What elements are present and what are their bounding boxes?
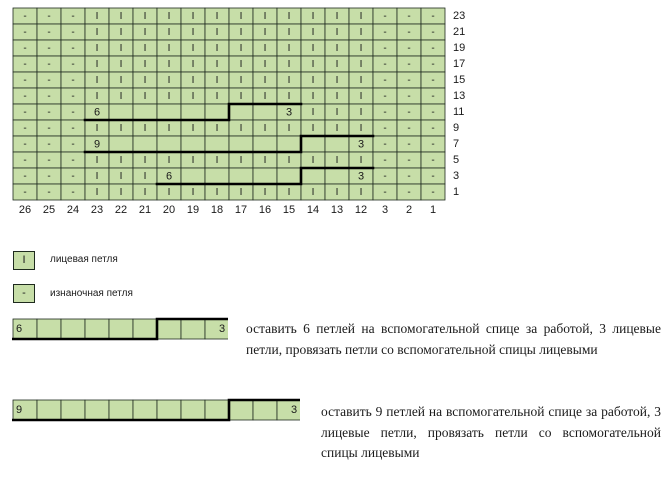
- stitch-symbol: -: [71, 59, 75, 70]
- stitch-cell: [277, 136, 301, 152]
- stitch-symbol: I: [143, 75, 147, 86]
- stitch-symbol: -: [23, 187, 27, 198]
- cable-cell: [61, 319, 85, 339]
- stitch-symbol: I: [263, 43, 267, 54]
- stitch-symbol: I: [263, 11, 267, 22]
- stitch-symbol: -: [23, 171, 27, 182]
- row-number: 23: [453, 10, 466, 22]
- stitch-cell: [157, 104, 181, 120]
- stitch-symbol: I: [191, 59, 195, 70]
- stitch-symbol: -: [23, 139, 27, 150]
- cable-count: 6: [15, 323, 23, 335]
- column-number: 22: [114, 204, 128, 216]
- cable-9-description: оставить 9 петлей на вспомогательной спице за работой, 3 лицевые петли, провязать петли со вспомогательной спицы лицевыми: [321, 404, 661, 460]
- cable-cell: [85, 400, 109, 420]
- stitch-symbol: I: [191, 187, 195, 198]
- column-number: 19: [186, 204, 200, 216]
- cable-cell: [37, 319, 61, 339]
- stitch-symbol: I: [95, 123, 99, 134]
- cable-cell: [253, 400, 277, 420]
- stitch-cell: [229, 168, 253, 184]
- row-number: 7: [453, 138, 460, 150]
- stitch-symbol: I: [335, 123, 339, 134]
- stitch-symbol: I: [287, 59, 291, 70]
- stitch-symbol: -: [431, 107, 435, 118]
- stitch-symbol: I: [359, 75, 363, 86]
- stitch-symbol: I: [335, 187, 339, 198]
- stitch-symbol: -: [407, 139, 411, 150]
- stitch-symbol: I: [143, 59, 147, 70]
- stitch-symbol: I: [359, 27, 363, 38]
- stitch-symbol: I: [119, 171, 123, 182]
- stitch-cell: [205, 168, 229, 184]
- stitch-symbol: I: [335, 91, 339, 102]
- stitch-cell: [133, 104, 157, 120]
- cable-count: 6: [165, 170, 173, 183]
- stitch-cell: [301, 168, 325, 184]
- stitch-symbol: -: [407, 107, 411, 118]
- cable-cell: [109, 319, 133, 339]
- stitch-cell: [301, 136, 325, 152]
- stitch-symbol: I: [215, 11, 219, 22]
- stitch-symbol: -: [383, 107, 387, 118]
- stitch-cell: [109, 104, 133, 120]
- stitch-symbol: I: [239, 27, 243, 38]
- cable-count: 3: [357, 138, 365, 151]
- stitch-symbol: I: [239, 187, 243, 198]
- stitch-symbol: I: [167, 27, 171, 38]
- column-number: 12: [354, 204, 368, 216]
- stitch-symbol: -: [383, 139, 387, 150]
- knitting-chart: [0, 0, 670, 240]
- stitch-symbol: I: [191, 27, 195, 38]
- stitch-symbol: I: [119, 187, 123, 198]
- stitch-symbol: I: [359, 43, 363, 54]
- stitch-symbol: -: [47, 11, 51, 22]
- knit-legend-label: лицевая петля: [50, 254, 118, 265]
- stitch-symbol: I: [143, 123, 147, 134]
- stitch-symbol: -: [47, 27, 51, 38]
- stitch-symbol: I: [215, 155, 219, 166]
- stitch-symbol: -: [407, 187, 411, 198]
- stitch-symbol: I: [359, 91, 363, 102]
- stitch-symbol: I: [335, 59, 339, 70]
- stitch-cell: [325, 136, 349, 152]
- stitch-symbol: -: [407, 11, 411, 22]
- stitch-symbol: I: [335, 75, 339, 86]
- stitch-cell: [133, 136, 157, 152]
- stitch-symbol: I: [263, 123, 267, 134]
- purl-legend-label: изнаночная петля: [50, 288, 133, 299]
- stitch-symbol: I: [239, 43, 243, 54]
- column-number: 26: [18, 204, 32, 216]
- stitch-cell: [229, 136, 253, 152]
- column-number: 21: [138, 204, 152, 216]
- stitch-symbol: I: [335, 107, 339, 118]
- stitch-symbol: I: [239, 123, 243, 134]
- stitch-cell: [253, 136, 277, 152]
- stitch-symbol: I: [143, 187, 147, 198]
- stitch-symbol: -: [47, 59, 51, 70]
- stitch-symbol: -: [431, 59, 435, 70]
- column-number: 23: [90, 204, 104, 216]
- stitch-symbol: -: [71, 139, 75, 150]
- cable-cell: [85, 319, 109, 339]
- stitch-symbol: -: [407, 171, 411, 182]
- stitch-symbol: I: [335, 27, 339, 38]
- cable-cell: [61, 400, 85, 420]
- stitch-symbol: I: [119, 43, 123, 54]
- stitch-symbol: I: [311, 107, 315, 118]
- stitch-symbol: -: [431, 27, 435, 38]
- stitch-symbol: -: [71, 75, 75, 86]
- cable-count: 3: [290, 404, 298, 416]
- stitch-cell: [253, 104, 277, 120]
- stitch-symbol: I: [311, 123, 315, 134]
- stitch-symbol: I: [239, 11, 243, 22]
- cable-count: 9: [93, 138, 101, 151]
- stitch-symbol: I: [143, 43, 147, 54]
- stitch-symbol: I: [191, 75, 195, 86]
- stitch-symbol: -: [23, 107, 27, 118]
- row-number: 21: [453, 26, 466, 38]
- stitch-symbol: I: [287, 123, 291, 134]
- stitch-symbol: -: [407, 155, 411, 166]
- stitch-symbol: I: [191, 123, 195, 134]
- stitch-symbol: -: [23, 91, 27, 102]
- stitch-symbol: -: [431, 11, 435, 22]
- stitch-symbol: I: [119, 155, 123, 166]
- stitch-symbol: -: [47, 107, 51, 118]
- stitch-symbol: I: [311, 155, 315, 166]
- column-number: 25: [42, 204, 56, 216]
- stitch-symbol: I: [215, 91, 219, 102]
- cable-count: 3: [218, 323, 226, 335]
- stitch-symbol: I: [191, 11, 195, 22]
- stitch-symbol: -: [23, 11, 27, 22]
- column-number: 16: [258, 204, 272, 216]
- stitch-cell: [157, 136, 181, 152]
- column-number: 13: [330, 204, 344, 216]
- stitch-symbol: I: [191, 43, 195, 54]
- stitch-symbol: I: [359, 155, 363, 166]
- stitch-symbol: I: [263, 75, 267, 86]
- stitch-symbol: -: [431, 187, 435, 198]
- stitch-symbol: I: [167, 187, 171, 198]
- row-number: 15: [453, 74, 466, 86]
- stitch-symbol: I: [119, 27, 123, 38]
- stitch-symbol: -: [383, 91, 387, 102]
- stitch-symbol: I: [287, 43, 291, 54]
- cable-cell: [205, 400, 229, 420]
- cable-count: 6: [93, 106, 101, 119]
- stitch-symbol: -: [71, 187, 75, 198]
- stitch-symbol: -: [47, 139, 51, 150]
- stitch-symbol: I: [119, 11, 123, 22]
- stitch-symbol: -: [71, 171, 75, 182]
- stitch-symbol: -: [383, 43, 387, 54]
- stitch-symbol: I: [167, 43, 171, 54]
- column-number: 2: [405, 204, 413, 216]
- stitch-symbol: -: [47, 123, 51, 134]
- stitch-symbol: I: [191, 91, 195, 102]
- stitch-symbol: I: [215, 27, 219, 38]
- stitch-symbol: -: [71, 123, 75, 134]
- stitch-symbol: I: [359, 123, 363, 134]
- row-number: 19: [453, 42, 466, 54]
- stitch-symbol: I: [95, 11, 99, 22]
- stitch-symbol: I: [287, 155, 291, 166]
- stitch-symbol: I: [119, 59, 123, 70]
- stitch-cell: [253, 168, 277, 184]
- column-number: 18: [210, 204, 224, 216]
- stitch-symbol: -: [383, 171, 387, 182]
- row-number: 5: [453, 154, 460, 166]
- stitch-symbol: I: [191, 155, 195, 166]
- stitch-symbol: I: [95, 187, 99, 198]
- stitch-symbol: I: [359, 187, 363, 198]
- stitch-symbol: I: [95, 155, 99, 166]
- stitch-symbol: I: [167, 59, 171, 70]
- stitch-symbol: I: [311, 27, 315, 38]
- stitch-symbol: -: [431, 123, 435, 134]
- stitch-symbol: -: [47, 75, 51, 86]
- cable-cell: [229, 400, 253, 420]
- stitch-symbol: -: [23, 155, 27, 166]
- stitch-symbol: I: [239, 91, 243, 102]
- row-number: 3: [453, 170, 460, 182]
- stitch-cell: [205, 136, 229, 152]
- stitch-symbol: I: [359, 59, 363, 70]
- stitch-symbol: I: [215, 123, 219, 134]
- stitch-symbol: I: [239, 155, 243, 166]
- stitch-symbol: -: [383, 187, 387, 198]
- stitch-symbol: I: [311, 11, 315, 22]
- stitch-symbol: -: [23, 123, 27, 134]
- stitch-cell: [277, 168, 301, 184]
- stitch-symbol: -: [407, 27, 411, 38]
- stitch-symbol: I: [311, 43, 315, 54]
- stitch-symbol: I: [287, 75, 291, 86]
- stitch-symbol: I: [311, 91, 315, 102]
- stitch-symbol: -: [407, 43, 411, 54]
- stitch-symbol: -: [383, 27, 387, 38]
- stitch-symbol: I: [119, 91, 123, 102]
- stitch-cell: [181, 168, 205, 184]
- stitch-symbol: I: [335, 11, 339, 22]
- stitch-symbol: I: [167, 11, 171, 22]
- stitch-cell: [181, 104, 205, 120]
- stitch-symbol: -: [407, 59, 411, 70]
- stitch-symbol: I: [119, 123, 123, 134]
- column-number: 20: [162, 204, 176, 216]
- cable-cell: [157, 400, 181, 420]
- stitch-cell: [325, 168, 349, 184]
- stitch-symbol: -: [47, 43, 51, 54]
- stitch-symbol: I: [167, 123, 171, 134]
- stitch-symbol: -: [47, 171, 51, 182]
- stitch-symbol: -: [407, 91, 411, 102]
- row-number: 11: [453, 106, 465, 118]
- stitch-symbol: I: [143, 171, 147, 182]
- stitch-symbol: -: [23, 27, 27, 38]
- stitch-symbol: I: [263, 155, 267, 166]
- stitch-symbol: I: [167, 155, 171, 166]
- column-number: 24: [66, 204, 80, 216]
- column-number: 1: [429, 204, 437, 216]
- stitch-symbol: -: [383, 155, 387, 166]
- column-number: 17: [234, 204, 248, 216]
- stitch-symbol: I: [143, 155, 147, 166]
- stitch-symbol: I: [263, 91, 267, 102]
- stitch-symbol: -: [383, 123, 387, 134]
- stitch-symbol: I: [287, 27, 291, 38]
- stitch-symbol: I: [335, 43, 339, 54]
- stitch-symbol: I: [95, 91, 99, 102]
- stitch-symbol: I: [287, 11, 291, 22]
- stitch-symbol: -: [431, 75, 435, 86]
- stitch-symbol: I: [311, 187, 315, 198]
- stitch-symbol: I: [215, 187, 219, 198]
- stitch-symbol: -: [407, 75, 411, 86]
- stitch-symbol: I: [143, 11, 147, 22]
- cable-count: 9: [15, 404, 23, 416]
- stitch-symbol: -: [71, 43, 75, 54]
- column-number: 3: [381, 204, 389, 216]
- row-number: 1: [453, 186, 460, 198]
- stitch-cell: [181, 136, 205, 152]
- column-number: 15: [282, 204, 296, 216]
- row-number: 13: [453, 90, 466, 102]
- cable-6-symbol: [12, 316, 228, 342]
- stitch-symbol: I: [167, 91, 171, 102]
- stitch-symbol: -: [431, 155, 435, 166]
- stitch-symbol: -: [71, 27, 75, 38]
- stitch-symbol: -: [23, 75, 27, 86]
- stitch-symbol: -: [71, 107, 75, 118]
- stitch-symbol: I: [335, 155, 339, 166]
- stitch-symbol: I: [311, 59, 315, 70]
- cable-9-symbol: [12, 397, 300, 423]
- stitch-symbol: -: [431, 139, 435, 150]
- cable-cell: [181, 319, 205, 339]
- cable-6-description: оставить 6 петлей на вспомогательной спице за работой, 3 лицевые петли, провязать петли со вспомогательной спицы лицевыми: [246, 321, 661, 357]
- stitch-cell: [205, 104, 229, 120]
- stitch-symbol: I: [95, 171, 99, 182]
- stitch-symbol: I: [239, 75, 243, 86]
- stitch-symbol: I: [95, 27, 99, 38]
- stitch-symbol: -: [47, 91, 51, 102]
- cable-cell: [133, 319, 157, 339]
- cable-count: 3: [357, 170, 365, 183]
- stitch-symbol: -: [71, 155, 75, 166]
- stitch-symbol: I: [311, 75, 315, 86]
- stitch-symbol: I: [143, 91, 147, 102]
- stitch-symbol: I: [95, 59, 99, 70]
- row-number: 17: [453, 58, 466, 70]
- stitch-symbol: I: [287, 187, 291, 198]
- cable-count: 3: [285, 106, 293, 119]
- stitch-symbol: I: [215, 43, 219, 54]
- stitch-symbol: I: [119, 75, 123, 86]
- stitch-symbol: -: [431, 43, 435, 54]
- purl-legend-swatch: -: [13, 284, 35, 303]
- stitch-symbol: -: [431, 171, 435, 182]
- stitch-symbol: I: [359, 107, 363, 118]
- stitch-symbol: I: [239, 59, 243, 70]
- stitch-cell: [109, 136, 133, 152]
- stitch-symbol: I: [215, 75, 219, 86]
- stitch-symbol: I: [95, 75, 99, 86]
- stitch-symbol: I: [167, 75, 171, 86]
- stitch-symbol: I: [263, 59, 267, 70]
- stitch-symbol: I: [95, 43, 99, 54]
- stitch-symbol: I: [263, 187, 267, 198]
- cable-cell: [181, 400, 205, 420]
- cable-cell: [109, 400, 133, 420]
- stitch-symbol: -: [431, 91, 435, 102]
- stitch-symbol: -: [47, 187, 51, 198]
- stitch-symbol: -: [23, 59, 27, 70]
- stitch-symbol: I: [215, 59, 219, 70]
- stitch-symbol: -: [23, 43, 27, 54]
- cable-cell: [157, 319, 181, 339]
- stitch-symbol: I: [287, 91, 291, 102]
- stitch-symbol: -: [383, 75, 387, 86]
- cable-cell: [133, 400, 157, 420]
- stitch-symbol: -: [71, 91, 75, 102]
- stitch-symbol: -: [47, 155, 51, 166]
- stitch-symbol: I: [359, 11, 363, 22]
- stitch-symbol: -: [383, 59, 387, 70]
- column-number: 14: [306, 204, 320, 216]
- stitch-cell: [229, 104, 253, 120]
- stitch-symbol: -: [71, 11, 75, 22]
- stitch-symbol: -: [407, 123, 411, 134]
- stitch-symbol: I: [263, 27, 267, 38]
- knit-legend-swatch: I: [13, 251, 35, 270]
- cable-cell: [37, 400, 61, 420]
- row-number: 9: [453, 122, 460, 134]
- stitch-symbol: I: [143, 27, 147, 38]
- stitch-symbol: -: [383, 11, 387, 22]
